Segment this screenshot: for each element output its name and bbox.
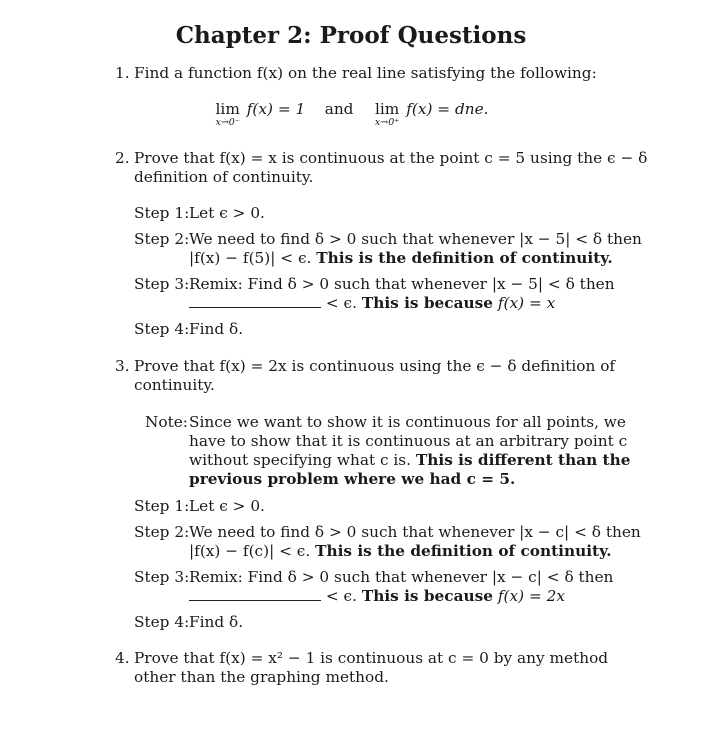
- limit-left-op: lim: [215, 100, 240, 118]
- q4-line1: Prove that f(x) = x² − 1 is continuous at c = 0 by any method: [134, 649, 609, 667]
- q3-note-line1: Since we want to show it is continuous for all points, we: [189, 413, 626, 431]
- q3-line2: continuity.: [134, 376, 215, 394]
- q2-number: 2.: [115, 149, 130, 167]
- q2-step2-bold: This is the definition of continuity.: [316, 249, 613, 267]
- q3-step3-lt: < ϵ.: [325, 587, 357, 605]
- q3-step1-text: Let ϵ > 0.: [189, 497, 265, 515]
- q2-step3-label: Step 3:: [134, 275, 190, 293]
- q3-note-line4: previous problem where we had c = 5.: [189, 470, 516, 488]
- limit-left: [215, 100, 239, 128]
- q2-step1-label: Step 1:: [134, 204, 190, 222]
- q3-note-line3-plain: without specifying what c is.: [189, 451, 412, 469]
- q2-step2-expr: |f(x) − f(5)| < ϵ.: [189, 249, 312, 267]
- q2-step2-label: Step 2:: [134, 230, 190, 248]
- page-title: Chapter 2: Proof Questions: [175, 22, 527, 49]
- q2-step3-bold: This is because: [361, 294, 493, 312]
- q3-note-line3-bold: This is different than the: [415, 451, 631, 469]
- q3-step2-line1: We need to find δ > 0 such that whenever |x − c| < δ then: [189, 523, 641, 541]
- q2-step3-line2: [189, 294, 555, 313]
- q2-step3-lt: < ϵ.: [325, 294, 357, 312]
- q3-step3-label: Step 3:: [134, 568, 190, 586]
- limit-right: [375, 100, 399, 128]
- q3-line1: Prove that f(x) = 2x is continuous using the ϵ − δ definition of: [134, 357, 616, 375]
- q3-step2-expr: |f(x) − f(c)| < ϵ.: [189, 542, 311, 560]
- q2-line2: definition of continuity.: [134, 168, 314, 186]
- q3-step1-label: Step 1:: [134, 497, 190, 515]
- q3-answer-blank[interactable]: [189, 587, 321, 601]
- q2-line1: Prove that f(x) = x is continuous at the point c = 5 using the ϵ − δ: [134, 149, 648, 167]
- q3-note-label: Note:: [145, 413, 188, 431]
- q3-step3-bold: This is because: [361, 587, 493, 605]
- q2-step3-fx: f(x) = x: [497, 294, 556, 312]
- q3-step3-line2: [189, 587, 565, 606]
- q3-step3-fx: f(x) = 2x: [497, 587, 565, 605]
- q3-step2-line2: [189, 542, 612, 561]
- q3-step4-text: Find δ.: [189, 613, 244, 631]
- limit-right-sub: x→0⁺: [374, 117, 400, 128]
- q4-number: 4.: [115, 649, 130, 667]
- q3-step4-label: Step 4:: [134, 613, 190, 631]
- q3-step2-bold: This is the definition of continuity.: [315, 542, 612, 560]
- q2-step3-line1: Remix: Find δ > 0 such that whenever |x − 5| < δ then: [189, 275, 615, 293]
- q2-answer-blank[interactable]: [189, 294, 321, 308]
- limit-right-expr: f(x) = dne.: [406, 100, 489, 118]
- q2-step4-text: Find δ.: [189, 320, 244, 338]
- q1-limits: [0, 100, 702, 128]
- q1-text: Find a function f(x) on the real line satisfying the following:: [134, 64, 597, 82]
- q3-step3-line1: Remix: Find δ > 0 such that whenever |x − c| < δ then: [189, 568, 614, 586]
- q1-number: 1.: [115, 64, 130, 82]
- q3-step2-label: Step 2:: [134, 523, 190, 541]
- limit-left-expr: f(x) = 1: [246, 100, 306, 118]
- q2-step2-line1: We need to find δ > 0 such that whenever |x − 5| < δ then: [189, 230, 642, 248]
- q3-number: 3.: [115, 357, 130, 375]
- limit-right-op: lim: [374, 100, 400, 118]
- limit-and: and: [324, 100, 354, 118]
- q4-line2: other than the graphing method.: [134, 668, 389, 686]
- q2-step2-line2: [189, 249, 613, 268]
- q3-note-line2: have to show that it is continuous at an arbitrary point c: [189, 432, 628, 450]
- limit-left-sub: x→0⁻: [215, 117, 240, 128]
- q2-step1-text: Let ϵ > 0.: [189, 204, 265, 222]
- q2-step4-label: Step 4:: [134, 320, 190, 338]
- q3-note-line3: [189, 451, 630, 470]
